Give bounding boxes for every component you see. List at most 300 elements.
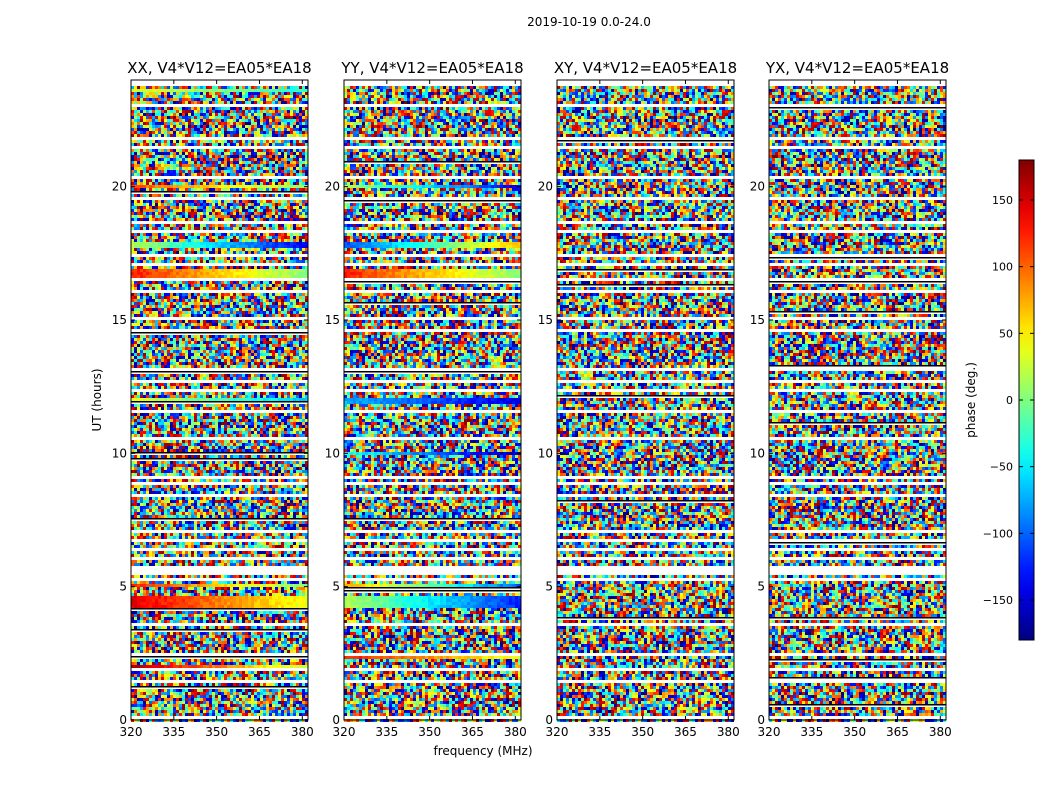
heatmap-cell <box>221 338 224 341</box>
heatmap-cell <box>176 134 179 137</box>
heatmap-cell <box>251 248 254 251</box>
heatmap-cell <box>158 173 161 176</box>
heatmap-cell <box>296 284 299 287</box>
heatmap-cell <box>197 134 200 137</box>
heatmap-cell <box>299 149 302 152</box>
heatmap-cell <box>302 272 305 275</box>
heatmap-cell <box>149 308 152 311</box>
heatmap-cell <box>143 128 146 131</box>
heatmap-cell <box>284 266 287 269</box>
heatmap-cell <box>281 203 284 206</box>
heatmap-cell <box>278 239 281 242</box>
heatmap-cell <box>170 203 173 206</box>
heatmap-cell <box>182 110 185 113</box>
heatmap-cell <box>152 248 155 251</box>
heatmap-cell <box>176 161 179 164</box>
heatmap-cell <box>188 338 191 341</box>
heatmap-cell <box>143 161 146 164</box>
heatmap-cell <box>158 158 161 161</box>
heatmap-cell <box>134 179 137 182</box>
heatmap-cell <box>200 110 203 113</box>
heatmap-cell <box>254 215 257 218</box>
heatmap-cell <box>215 107 218 110</box>
heatmap-cell <box>197 314 200 317</box>
heatmap-cell <box>272 110 275 113</box>
heatmap-cell <box>275 119 278 122</box>
heatmap-cell <box>188 242 191 245</box>
heatmap-cell <box>299 299 302 302</box>
heatmap-cell <box>260 248 263 251</box>
heatmap-cell <box>167 305 170 308</box>
heatmap-cell <box>164 257 167 260</box>
heatmap-cell <box>146 341 149 344</box>
heatmap-cell <box>200 392 203 395</box>
heatmap-cell <box>245 158 248 161</box>
heatmap-cell <box>224 164 227 167</box>
heatmap-cell <box>269 362 272 365</box>
heatmap-cell <box>161 152 164 155</box>
heatmap-cell <box>167 341 170 344</box>
heatmap-cell <box>239 362 242 365</box>
heatmap-cell <box>167 134 170 137</box>
heatmap-cell <box>212 359 215 362</box>
heatmap-cell <box>287 188 290 191</box>
heatmap-cell <box>272 275 275 278</box>
heatmap-cell <box>248 335 251 338</box>
heatmap-cell <box>239 350 242 353</box>
heatmap-cell <box>302 326 305 329</box>
heatmap-cell <box>257 236 260 239</box>
heatmap-cell <box>293 299 296 302</box>
heatmap-cell <box>173 128 176 131</box>
heatmap-cell <box>209 206 212 209</box>
heatmap-cell <box>278 386 281 389</box>
heatmap-cell <box>299 98 302 101</box>
heatmap-cell <box>257 98 260 101</box>
heatmap-cell <box>161 386 164 389</box>
heatmap-cell <box>245 206 248 209</box>
heatmap-cell <box>233 224 236 227</box>
heatmap-cell <box>302 107 305 110</box>
heatmap-cell <box>176 377 179 380</box>
heatmap-cell <box>146 173 149 176</box>
heatmap-cell <box>236 185 239 188</box>
heatmap-cell <box>158 119 161 122</box>
heatmap-cell <box>281 356 284 359</box>
heatmap-cell <box>218 275 221 278</box>
heatmap-cell <box>176 272 179 275</box>
heatmap-cell <box>140 227 143 230</box>
heatmap-cell <box>287 377 290 380</box>
heatmap-cell <box>146 257 149 260</box>
heatmap-cell <box>245 299 248 302</box>
heatmap-cell <box>278 224 281 227</box>
heatmap-cell <box>209 227 212 230</box>
heatmap-cell <box>182 143 185 146</box>
heatmap-cell <box>191 188 194 191</box>
heatmap-cell <box>197 215 200 218</box>
heatmap-cell <box>296 206 299 209</box>
heatmap-cell <box>167 140 170 143</box>
heatmap-cell <box>212 242 215 245</box>
heatmap-cell <box>215 155 218 158</box>
heatmap-cell <box>161 296 164 299</box>
heatmap-cell <box>158 203 161 206</box>
heatmap-cell <box>272 188 275 191</box>
heatmap-cell <box>164 143 167 146</box>
heatmap-cell <box>191 272 194 275</box>
heatmap-cell <box>302 131 305 134</box>
heatmap-cell <box>203 392 206 395</box>
heatmap-cell <box>245 356 248 359</box>
heatmap-cell <box>257 182 260 185</box>
heatmap-cell <box>173 122 176 125</box>
heatmap-cell <box>164 293 167 296</box>
heatmap-cell <box>272 143 275 146</box>
heatmap-cell <box>221 356 224 359</box>
heatmap-cell <box>275 281 278 284</box>
heatmap-cell <box>188 347 191 350</box>
heatmap-cell <box>164 305 167 308</box>
heatmap-cell <box>188 173 191 176</box>
heatmap-cell <box>200 356 203 359</box>
heatmap-cell <box>191 92 194 95</box>
heatmap-cell <box>194 92 197 95</box>
heatmap-cell <box>179 143 182 146</box>
heatmap-cell <box>269 95 272 98</box>
heatmap-cell <box>152 182 155 185</box>
heatmap-cell <box>140 101 143 104</box>
heatmap-cell <box>245 338 248 341</box>
heatmap-cell <box>212 107 215 110</box>
heatmap-cell <box>224 299 227 302</box>
heatmap-cell <box>143 86 146 89</box>
heatmap-cell <box>293 257 296 260</box>
heatmap-cell <box>161 107 164 110</box>
heatmap-cell <box>233 365 236 368</box>
heatmap-cell <box>263 170 266 173</box>
heatmap-cell <box>215 218 218 221</box>
heatmap-cell <box>164 170 167 173</box>
heatmap-cell <box>293 287 296 290</box>
heatmap-cell <box>218 194 221 197</box>
heatmap-cell <box>182 98 185 101</box>
heatmap-cell <box>206 281 209 284</box>
heatmap-cell <box>155 107 158 110</box>
heatmap-cell <box>221 122 224 125</box>
heatmap-cell <box>191 98 194 101</box>
heatmap-cell <box>197 305 200 308</box>
heatmap-cell <box>251 215 254 218</box>
heatmap-cell <box>221 305 224 308</box>
heatmap-cell <box>275 215 278 218</box>
heatmap-cell <box>287 260 290 263</box>
heatmap-cell <box>212 362 215 365</box>
heatmap-cell <box>263 284 266 287</box>
heatmap-cell <box>158 107 161 110</box>
heatmap-cell <box>185 377 188 380</box>
heatmap-cell <box>215 386 218 389</box>
heatmap-cell <box>251 251 254 254</box>
heatmap-cell <box>185 224 188 227</box>
heatmap-cell <box>134 152 137 155</box>
heatmap-cell <box>152 98 155 101</box>
heatmap-cell <box>272 272 275 275</box>
heatmap-cell <box>176 113 179 116</box>
heatmap-cell <box>296 236 299 239</box>
heatmap-cell <box>140 272 143 275</box>
heatmap-cell <box>152 323 155 326</box>
heatmap-cell <box>260 257 263 260</box>
heatmap-cell <box>245 362 248 365</box>
heatmap-cell <box>257 356 260 359</box>
heatmap-cell <box>302 122 305 125</box>
heatmap-cell <box>149 326 152 329</box>
heatmap-cell <box>242 125 245 128</box>
heatmap-cell <box>239 188 242 191</box>
heatmap-cell <box>152 245 155 248</box>
heatmap-cell <box>200 320 203 323</box>
heatmap-cell <box>284 122 287 125</box>
heatmap-cell <box>254 113 257 116</box>
heatmap-cell <box>188 287 191 290</box>
heatmap-cell <box>134 365 137 368</box>
heatmap-cell <box>194 377 197 380</box>
heatmap-cell <box>137 293 140 296</box>
heatmap-cell <box>257 251 260 254</box>
heatmap-cell <box>230 131 233 134</box>
heatmap-cell <box>215 158 218 161</box>
heatmap-cell <box>242 326 245 329</box>
heatmap-cell <box>302 284 305 287</box>
heatmap-cell <box>227 206 230 209</box>
heatmap-cell <box>257 323 260 326</box>
heatmap-cell <box>188 131 191 134</box>
heatmap-cell <box>137 101 140 104</box>
heatmap-cell <box>164 302 167 305</box>
heatmap-cell <box>236 242 239 245</box>
heatmap-cell <box>143 98 146 101</box>
heatmap-cell <box>248 119 251 122</box>
heatmap-cell <box>221 170 224 173</box>
heatmap-cell <box>191 356 194 359</box>
heatmap-cell <box>239 314 242 317</box>
heatmap-cell <box>200 182 203 185</box>
heatmap-cell <box>254 128 257 131</box>
heatmap-cell <box>188 200 191 203</box>
heatmap-cell <box>245 173 248 176</box>
heatmap-cell <box>227 287 230 290</box>
heatmap-cell <box>266 152 269 155</box>
heatmap-cell <box>158 311 161 314</box>
heatmap-cell <box>140 161 143 164</box>
heatmap-cell <box>155 359 158 362</box>
heatmap-cell <box>275 89 278 92</box>
heatmap-cell <box>146 395 149 398</box>
heatmap-cell <box>299 215 302 218</box>
heatmap-cell <box>149 164 152 167</box>
heatmap-cell <box>233 101 236 104</box>
heatmap-cell <box>251 95 254 98</box>
heatmap-cell <box>176 314 179 317</box>
heatmap-cell <box>299 245 302 248</box>
heatmap-cell <box>236 203 239 206</box>
heatmap-cell <box>245 245 248 248</box>
heatmap-cell <box>263 212 266 215</box>
heatmap-cell <box>227 365 230 368</box>
heatmap-cell <box>209 155 212 158</box>
heatmap-cell <box>146 209 149 212</box>
heatmap-cell <box>179 194 182 197</box>
heatmap-cell <box>161 248 164 251</box>
heatmap-cell <box>236 374 239 377</box>
heatmap-cell <box>227 155 230 158</box>
heatmap-cell <box>170 311 173 314</box>
heatmap-cell <box>302 125 305 128</box>
heatmap-cell <box>254 323 257 326</box>
heatmap-cell <box>158 209 161 212</box>
heatmap-cell <box>140 359 143 362</box>
heatmap-cell <box>191 284 194 287</box>
heatmap-cell <box>224 170 227 173</box>
heatmap-cell <box>293 125 296 128</box>
heatmap-cell <box>257 299 260 302</box>
heatmap-cell <box>245 383 248 386</box>
heatmap-cell <box>203 248 206 251</box>
heatmap-cell <box>293 155 296 158</box>
heatmap-cell <box>269 377 272 380</box>
heatmap-cell <box>209 266 212 269</box>
heatmap-cell <box>272 248 275 251</box>
heatmap-cell <box>209 236 212 239</box>
heatmap-cell <box>278 275 281 278</box>
heatmap-cell <box>236 320 239 323</box>
heatmap-cell <box>203 215 206 218</box>
heatmap-cell <box>137 302 140 305</box>
heatmap-cell <box>230 101 233 104</box>
heatmap-cell <box>263 218 266 221</box>
heatmap-cell <box>137 215 140 218</box>
heatmap-cell <box>278 200 281 203</box>
heatmap-cell <box>161 311 164 314</box>
heatmap-cell <box>206 260 209 263</box>
heatmap-cell <box>290 125 293 128</box>
heatmap-cell <box>254 296 257 299</box>
heatmap-cell <box>269 245 272 248</box>
heatmap-cell <box>257 101 260 104</box>
heatmap-cell <box>179 272 182 275</box>
heatmap-cell <box>254 131 257 134</box>
heatmap-cell <box>287 122 290 125</box>
heatmap-cell <box>215 173 218 176</box>
heatmap-cell <box>230 158 233 161</box>
heatmap-cell <box>254 314 257 317</box>
heatmap-cell <box>155 212 158 215</box>
heatmap-cell <box>299 185 302 188</box>
heatmap-cell <box>191 275 194 278</box>
heatmap-cell <box>296 308 299 311</box>
heatmap-cell <box>302 359 305 362</box>
heatmap-cell <box>263 347 266 350</box>
heatmap-cell <box>248 344 251 347</box>
heatmap-cell <box>275 158 278 161</box>
heatmap-cell <box>296 233 299 236</box>
heatmap-cell <box>203 326 206 329</box>
heatmap-cell <box>287 341 290 344</box>
heatmap-cell <box>152 239 155 242</box>
heatmap-cell <box>161 140 164 143</box>
heatmap-cell <box>236 305 239 308</box>
heatmap-cell <box>167 251 170 254</box>
heatmap-cell <box>164 236 167 239</box>
heatmap-cell <box>230 98 233 101</box>
heatmap-cell <box>194 395 197 398</box>
heatmap-cell <box>173 320 176 323</box>
heatmap-cell <box>224 275 227 278</box>
heatmap-cell <box>140 131 143 134</box>
heatmap-cell <box>293 203 296 206</box>
heatmap-cell <box>272 107 275 110</box>
heatmap-cell <box>245 392 248 395</box>
heatmap-cell <box>149 143 152 146</box>
heatmap-cell <box>134 335 137 338</box>
heatmap-cell <box>137 386 140 389</box>
heatmap-cell <box>215 353 218 356</box>
heatmap-cell <box>248 101 251 104</box>
heatmap-cell <box>218 173 221 176</box>
heatmap-cell <box>188 272 191 275</box>
heatmap-cell <box>275 392 278 395</box>
heatmap-cell <box>224 260 227 263</box>
heatmap-cell <box>137 170 140 173</box>
heatmap-cell <box>257 89 260 92</box>
heatmap-cell <box>179 212 182 215</box>
heatmap-cell <box>239 251 242 254</box>
heatmap-cell <box>257 275 260 278</box>
heatmap-cell <box>143 173 146 176</box>
heatmap-cell <box>224 95 227 98</box>
heatmap-cell <box>212 179 215 182</box>
heatmap-cell <box>272 386 275 389</box>
heatmap-cell <box>269 158 272 161</box>
heatmap-cell <box>221 92 224 95</box>
heatmap-cell <box>185 125 188 128</box>
heatmap-cell <box>233 344 236 347</box>
heatmap-cell <box>233 296 236 299</box>
heatmap-cell <box>224 347 227 350</box>
heatmap-cell <box>164 182 167 185</box>
heatmap-cell <box>173 113 176 116</box>
heatmap-cell <box>227 125 230 128</box>
heatmap-cell <box>290 302 293 305</box>
heatmap-cell <box>227 152 230 155</box>
heatmap-cell <box>152 287 155 290</box>
heatmap-cell <box>215 365 218 368</box>
heatmap-cell <box>245 218 248 221</box>
heatmap-cell <box>251 200 254 203</box>
heatmap-cell <box>197 236 200 239</box>
heatmap-cell <box>257 113 260 116</box>
heatmap-cell <box>275 194 278 197</box>
heatmap-cell <box>155 356 158 359</box>
heatmap-cell <box>287 365 290 368</box>
heatmap-cell <box>209 200 212 203</box>
heatmap-cell <box>197 377 200 380</box>
heatmap-cell <box>269 227 272 230</box>
heatmap-cell <box>248 89 251 92</box>
heatmap-cell <box>266 173 269 176</box>
heatmap-cell <box>254 245 257 248</box>
